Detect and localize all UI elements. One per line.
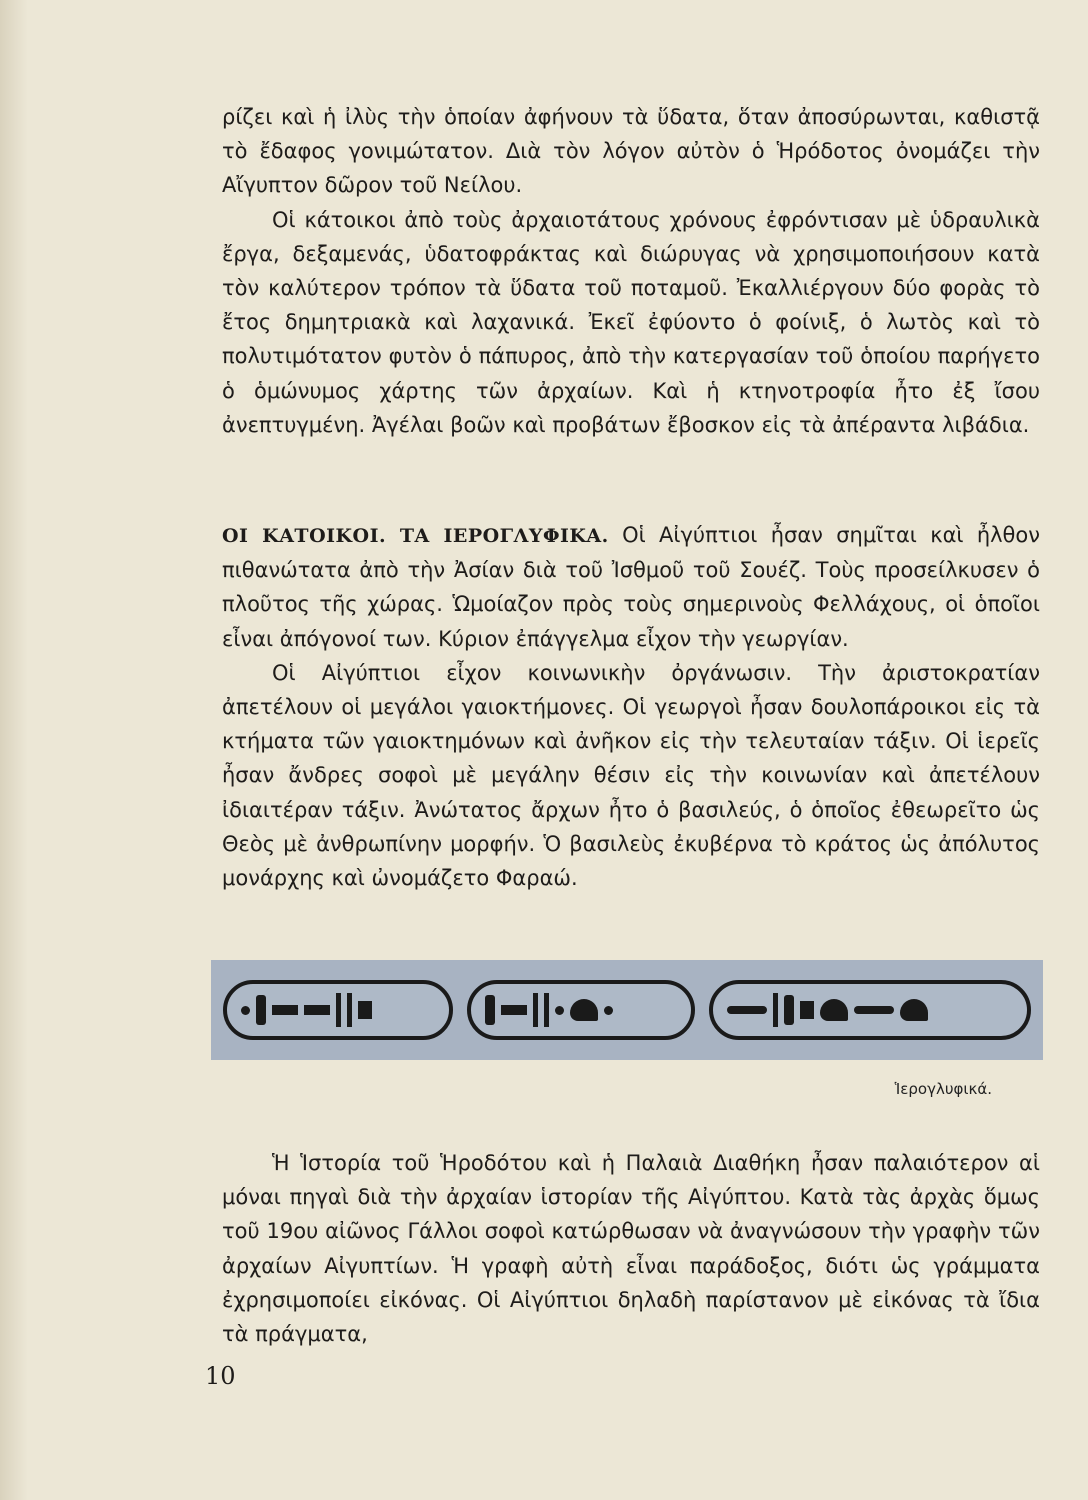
hieroglyph-icon xyxy=(900,999,928,1021)
hieroglyph-icon xyxy=(544,993,549,1027)
hieroglyph-icon xyxy=(241,1006,250,1015)
hieroglyph-icon xyxy=(304,1005,330,1015)
hieroglyph-icon xyxy=(784,995,794,1025)
hieroglyph-icon xyxy=(820,999,848,1021)
section-heading: ΟΙ ΚΑΤΟΙΚΟΙ. ΤΑ ΙΕΡΟΓΛΥΦΙΚΑ. xyxy=(222,525,609,547)
hieroglyphs-figure xyxy=(211,960,1043,1060)
paragraph-inhabitants xyxy=(222,518,1040,656)
hieroglyph-icon xyxy=(773,993,778,1027)
paragraph-nile-gift: ρίζει καὶ ἡ ἰλὺς τὴν ὁποίαν ἀφήνουν τὰ ὕδατα, ὅταν ἀποσύρωνται, καθιστᾷ τὸ ἔδαφος γονιμώτατον. Διὰ τὸν λόγον αὐτὸν ὁ Ἡρόδοτος ὀνομάζει τὴν Αἴγυπτον δῶρον τοῦ Νείλου. xyxy=(222,105,1040,198)
hieroglyph-icon xyxy=(604,1006,613,1015)
hieroglyph-icon xyxy=(854,1006,894,1014)
text-block-top xyxy=(222,100,1040,442)
text-block-inhabitants xyxy=(222,518,1040,895)
page-edge-shadow xyxy=(0,0,28,1500)
hieroglyph-icon xyxy=(555,1006,564,1015)
paragraph-inhabitants-text: Οἱ Αἰγύπτιοι ἦσαν σημῖται καὶ ἦλθον πιθανώτατα ἀπὸ τὴν Ἀσίαν διὰ τοῦ Ἰσθμοῦ τοῦ Σουέζ. Τοὺς προσείλκυσεν ὁ πλοῦτος τῆς χώρας. Ὡμοίαζον πρὸς τοὺς σημερινοὺς Φελλάχους, οἱ ὁποῖοι εἶναι ἀπόγονοί των. Κύριον ἐπάγγελμα εἶχον τὴν γεωργίαν. xyxy=(222,523,1040,651)
paragraph-decipherment: Ἡ Ἱστορία τοῦ Ἡροδότου καὶ ἡ Παλαιὰ Διαθήκη ἦσαν παλαιότερον αἱ μόναι πηγαὶ διὰ τὴν ἀρχαίαν ἱστορίαν τῆς Αἰγύπτου. Κατὰ τὰς ἀρχὰς ὅμως τοῦ 19ου αἰῶνος Γάλλοι σοφοὶ κατώρθωσαν νὰ ἀναγνώσουν τὴν γραφὴν τῶν ἀρχαίων Αἰγυπτίων. Ἡ γραφὴ αὐτὴ εἶναι παράδοξος, διότι ὡς γράμματα ἐχρησιμοποίει εἰκόνας. Οἱ Αἰγύπτιοι δηλαδὴ παρίστανον μὲ εἰκόνας τὰ ἴδια τὰ πράγματα, xyxy=(222,1151,1040,1347)
hieroglyph-icon xyxy=(336,993,341,1027)
paragraph-irrigation: Οἱ κάτοικοι ἀπὸ τοὺς ἀρχαιοτάτους χρόνους ἐφρόντισαν μὲ ὑδραυλικὰ ἔργα, δεξαμενάς, ὑδατοφράκτας καὶ διώρυγας νὰ χρησιμοποιήσουν κατὰ τὸν καλύτερον τρόπον τὰ ὕδατα τοῦ ποταμοῦ. Ἐκαλλιέργουν δύο φορὰς τὸ ἔτος δημητριακὰ καὶ λαχανικά. Ἐκεῖ ἐφύοντο ὁ φοίνιξ, ὁ λωτὸς καὶ τὸ πολυτιμότατον φυτὸν ὁ πάπυρος, ἀπὸ τὴν κατεργασίαν τοῦ ὁποίου παρήγετο ὁ ὁμώνυμος χάρτης τῶν ἀρχαίων. Καὶ ἡ κτηνοτροφία ἦτο ἐξ ἴσου ἀνεπτυγμένη. Ἀγέλαι βοῶν καὶ προβάτων ἔβοσκον εἰς τὰ ἀπέραντα λιβάδια. xyxy=(222,207,1040,437)
cartouche-3 xyxy=(709,980,1031,1040)
hieroglyph-icon xyxy=(272,1005,298,1015)
figure-caption: Ἱερογλυφικά. xyxy=(894,1080,992,1098)
hieroglyph-icon xyxy=(727,1006,767,1014)
cartouche-1 xyxy=(223,980,453,1040)
paragraph-social-organization: Οἱ Αἰγύπτιοι εἶχον κοινωνικὴν ὀργάνωσιν. Τὴν ἀριστοκρατίαν ἀπετέλουν οἱ μεγάλοι γαιοκτήμονες. Οἱ γεωργοὶ ἦσαν δουλοπάροικοι εἰς τὰ κτήματα τῶν γαιοκτημόνων καὶ ἀνῆκον εἰς τὴν τελευταίαν τάξιν. Οἱ ἱερεῖς ἦσαν ἄνδρες σοφοὶ μὲ μεγάλην θέσιν εἰς τὴν κοινωνίαν καὶ ἀπετέλουν ἰδιαιτέραν τάξιν. Ἀνώτατος ἄρχων ἦτο ὁ βασιλεύς, ὁ ὁποῖος ἐθεωρεῖτο ὡς Θεὸς μὲ ἀνθρωπίνην μορφήν. Ὁ βασιλεὺς ἐκυβέρνα τὸ κράτος ὡς ἀπόλυτος μονάρχης καὶ ὠνομάζετο Φαραώ. xyxy=(222,660,1040,891)
hieroglyph-icon xyxy=(347,993,352,1027)
page-number: 10 xyxy=(205,1362,236,1390)
cartouche-2 xyxy=(467,980,695,1040)
hieroglyph-icon xyxy=(501,1005,527,1015)
text-block-bottom xyxy=(222,1146,1040,1351)
hieroglyph-icon xyxy=(485,995,495,1025)
hieroglyph-icon xyxy=(358,1001,372,1019)
hieroglyph-icon xyxy=(570,999,598,1021)
hieroglyph-icon xyxy=(256,995,266,1025)
hieroglyph-icon xyxy=(533,993,538,1027)
hieroglyph-icon xyxy=(800,1001,814,1019)
